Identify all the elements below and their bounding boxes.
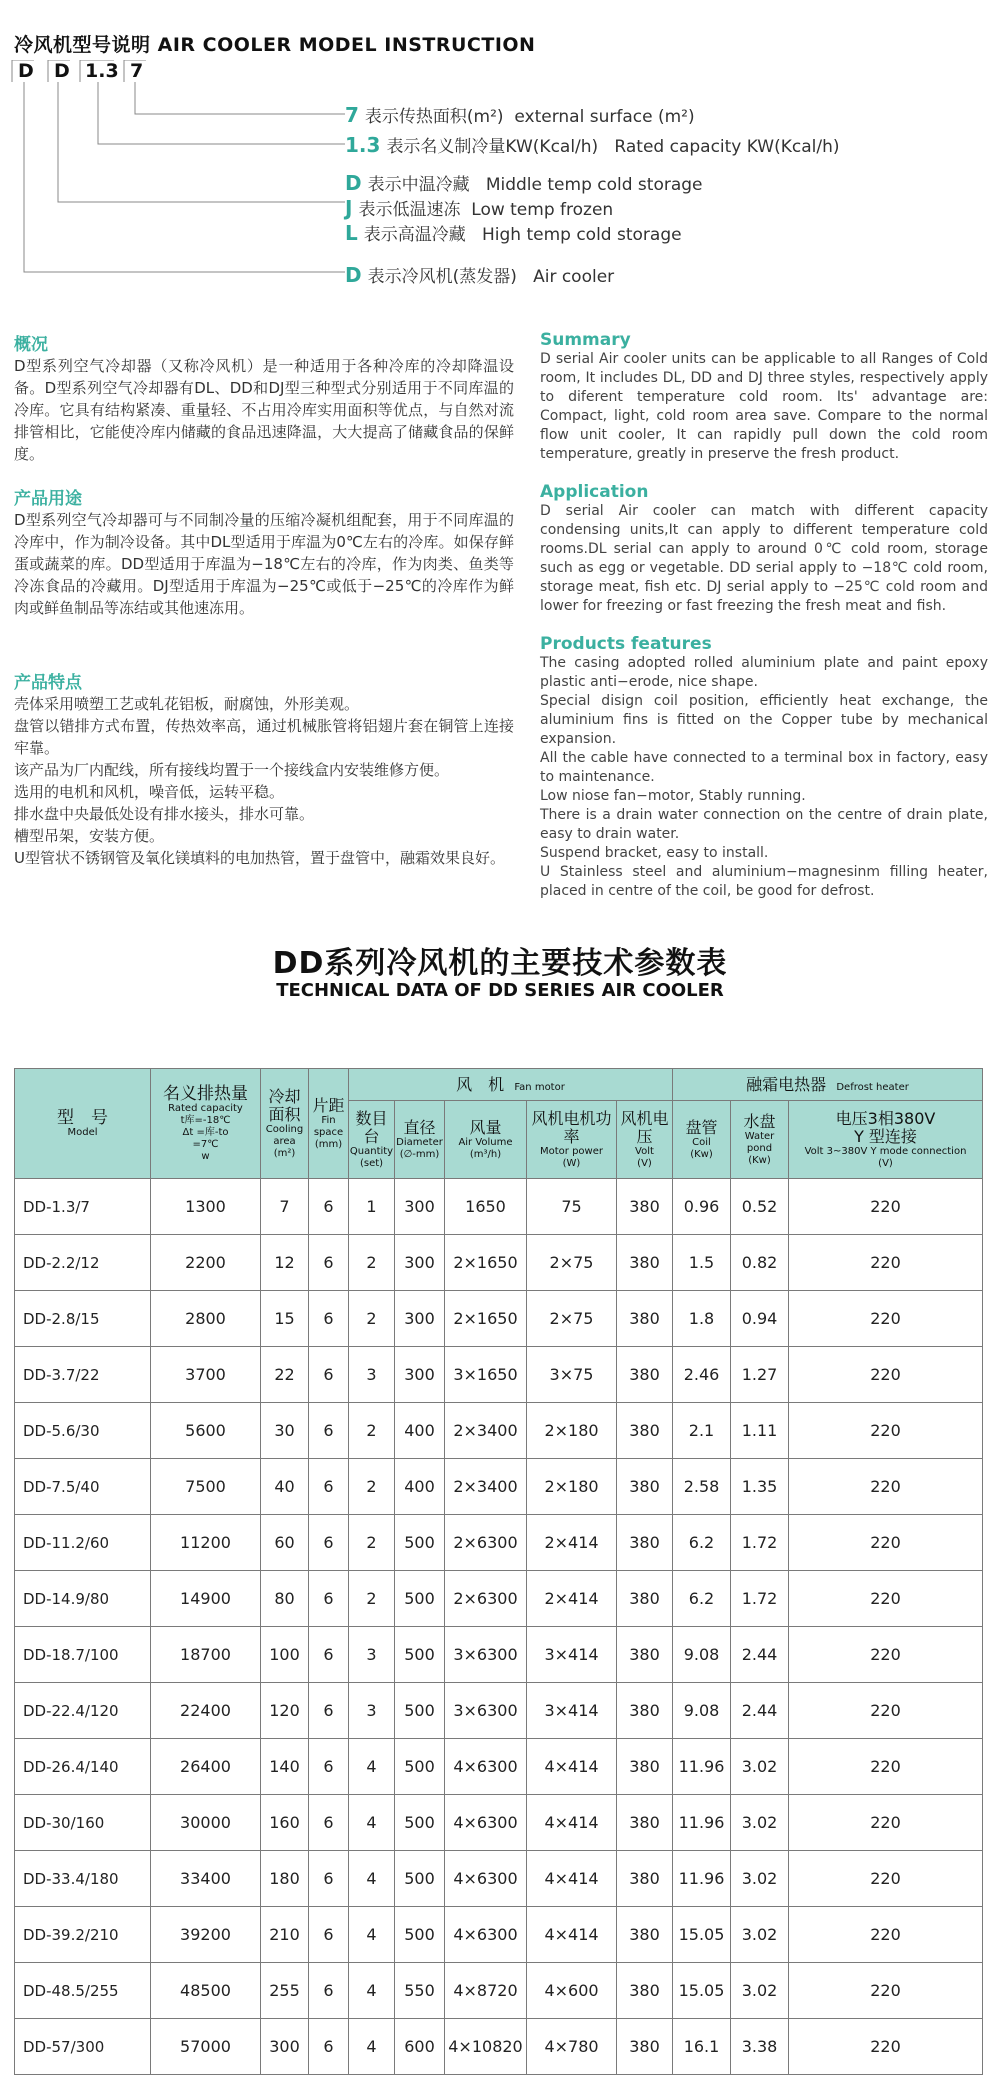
cell-fin-space: 6	[309, 1459, 349, 1515]
table-row	[15, 1907, 983, 1963]
cell-fan-quantity: 3	[349, 1627, 395, 1683]
cell-fan-volt: 380	[617, 1459, 673, 1515]
cell-fan-volt: 380	[617, 1515, 673, 1571]
cell-fan-diameter: 600	[395, 2019, 445, 2075]
cell-air-volume: 4×8720	[445, 1963, 527, 2019]
table-row	[15, 1515, 983, 1571]
cell-water-pond: 1.35	[731, 1459, 789, 1515]
cell-fan-volt: 380	[617, 1571, 673, 1627]
cell-model: DD-26.4/140	[15, 1739, 151, 1795]
cell-fin-space: 6	[309, 1963, 349, 2019]
cell-air-volume: 2×3400	[445, 1403, 527, 1459]
col-group-defrost-heater: 融霜电热器 Defrost heater	[673, 1069, 983, 1101]
cell-fin-space: 6	[309, 1291, 349, 1347]
cell-cooling-area: 7	[261, 1179, 309, 1235]
cell-cooling-area: 15	[261, 1291, 309, 1347]
cell-fan-diameter: 550	[395, 1963, 445, 2019]
cell-fan-volt: 380	[617, 1795, 673, 1851]
cell-fan-quantity: 4	[349, 2019, 395, 2075]
cell-motor-power: 2×180	[527, 1459, 617, 1515]
cell-air-volume: 3×1650	[445, 1347, 527, 1403]
cell-cooling-area: 120	[261, 1683, 309, 1739]
col-fin-space: 片距 Fin space (mm)	[309, 1069, 349, 1179]
cell-water-pond: 1.72	[731, 1571, 789, 1627]
cell-capacity: 14900	[151, 1571, 261, 1627]
features-cn-line: 该产品为厂内配线，所有接线均置于一个接线盒内安装维修方便。	[14, 761, 450, 779]
cell-defrost-volt: 220	[789, 1683, 983, 1739]
cell-cooling-area: 100	[261, 1627, 309, 1683]
cell-motor-power: 75	[527, 1179, 617, 1235]
cell-fan-diameter: 500	[395, 1795, 445, 1851]
cell-cooling-area: 40	[261, 1459, 309, 1515]
cell-fin-space: 6	[309, 1179, 349, 1235]
cell-capacity: 11200	[151, 1515, 261, 1571]
table-row	[15, 1627, 983, 1683]
cell-fin-space: 6	[309, 1907, 349, 1963]
cell-fan-volt: 380	[617, 1739, 673, 1795]
table-row	[15, 1291, 983, 1347]
cell-motor-power: 2×414	[527, 1515, 617, 1571]
cell-model: DD-33.4/180	[15, 1851, 151, 1907]
cell-fan-volt: 380	[617, 1627, 673, 1683]
cell-coil: 0.96	[673, 1179, 731, 1235]
cell-fan-diameter: 300	[395, 1179, 445, 1235]
cell-model: DD-2.2/12	[15, 1235, 151, 1291]
cell-coil: 6.2	[673, 1515, 731, 1571]
cell-capacity: 33400	[151, 1851, 261, 1907]
table-row	[15, 1235, 983, 1291]
spec-table-body	[15, 1179, 983, 2075]
cell-fan-volt: 380	[617, 1403, 673, 1459]
cell-air-volume: 4×6300	[445, 1795, 527, 1851]
col-group-fan-motor: 风 机 Fan motor	[349, 1069, 673, 1101]
cell-motor-power: 2×180	[527, 1403, 617, 1459]
cell-air-volume: 2×1650	[445, 1291, 527, 1347]
cell-fin-space: 6	[309, 1571, 349, 1627]
cell-fan-quantity: 2	[349, 1235, 395, 1291]
cell-capacity: 5600	[151, 1403, 261, 1459]
table-row	[15, 1795, 983, 1851]
col-model: 型 号 Model	[15, 1069, 151, 1179]
cell-capacity: 57000	[151, 2019, 261, 2075]
cell-coil: 9.08	[673, 1627, 731, 1683]
cell-air-volume: 2×6300	[445, 1571, 527, 1627]
model-code-connector-lines	[0, 60, 350, 290]
cell-fan-quantity: 4	[349, 1851, 395, 1907]
cell-fin-space: 6	[309, 1347, 349, 1403]
cell-fan-quantity: 2	[349, 1403, 395, 1459]
cell-coil: 15.05	[673, 1963, 731, 2019]
model-code-part-2: D	[54, 60, 70, 82]
cell-cooling-area: 255	[261, 1963, 309, 2019]
features-cn-line: 选用的电机和风机，噪音低，运转平稳。	[14, 783, 285, 801]
cell-air-volume: 4×6300	[445, 1907, 527, 1963]
cell-coil: 11.96	[673, 1851, 731, 1907]
cell-fan-volt: 380	[617, 1851, 673, 1907]
cell-model: DD-18.7/100	[15, 1627, 151, 1683]
summary-cn-body: D型系列空气冷却器（又称冷风机）是一种适用于各种冷库的冷却降温设备。D型系列空气冷却器有DL、DD和DJ型三种型式分别适用于不同库温的冷库。它具有结构紧凑、重量轻、不占用冷库实用面积等优点，与自然对流排管相比，它能使冷库内储藏的食品迅速降温，大大提高了储藏食品的保鲜度。	[14, 357, 514, 463]
cell-cooling-area: 30	[261, 1403, 309, 1459]
table-title-cn: DD系列冷风机的主要技术参数表	[272, 946, 728, 981]
features-en-section	[540, 634, 988, 901]
cell-motor-power: 4×414	[527, 1739, 617, 1795]
cell-air-volume: 1650	[445, 1179, 527, 1235]
cell-motor-power: 3×414	[527, 1683, 617, 1739]
cell-fan-diameter: 500	[395, 1683, 445, 1739]
cell-water-pond: 3.02	[731, 1851, 789, 1907]
cell-water-pond: 1.72	[731, 1515, 789, 1571]
cell-fan-diameter: 300	[395, 1291, 445, 1347]
cell-fan-quantity: 1	[349, 1179, 395, 1235]
cell-water-pond: 0.52	[731, 1179, 789, 1235]
cell-water-pond: 0.94	[731, 1291, 789, 1347]
application-en-section	[540, 482, 988, 616]
legend-item-high-temp: L 表示高温冷藏 High temp cold storage	[345, 221, 682, 245]
col-defrost-volt: 电压3相380V Y 型连接 Volt 3~380V Y mode connection (V)	[789, 1101, 983, 1179]
cell-water-pond: 3.02	[731, 1963, 789, 2019]
cell-water-pond: 1.11	[731, 1403, 789, 1459]
cell-motor-power: 4×414	[527, 1907, 617, 1963]
cell-coil: 1.8	[673, 1291, 731, 1347]
features-cn-line: 盘管以错排方式布置，传热效率高，通过机械胀管将铝翅片套在铜管上连接牢靠。	[14, 717, 514, 757]
cell-air-volume: 3×6300	[445, 1683, 527, 1739]
col-water-pond: 水盘 Water pond (Kw)	[731, 1101, 789, 1179]
cell-fan-quantity: 4	[349, 1739, 395, 1795]
cell-fan-quantity: 4	[349, 1963, 395, 2019]
model-code-part-3: 1.3	[85, 60, 119, 82]
cell-model: DD-5.6/30	[15, 1403, 151, 1459]
col-air-volume: 风量 Air Volume (m³/h)	[445, 1101, 527, 1179]
col-coil: 盘管 Coil (Kw)	[673, 1101, 731, 1179]
table-row	[15, 1683, 983, 1739]
features-cn-line: 排水盘中央最低处设有排水接头，排水可靠。	[14, 805, 315, 823]
cell-defrost-volt: 220	[789, 1515, 983, 1571]
cell-cooling-area: 140	[261, 1739, 309, 1795]
cell-motor-power: 2×75	[527, 1291, 617, 1347]
cell-capacity: 26400	[151, 1739, 261, 1795]
cell-model: DD-30/160	[15, 1795, 151, 1851]
cell-capacity: 22400	[151, 1683, 261, 1739]
cell-fan-diameter: 400	[395, 1403, 445, 1459]
cell-fin-space: 6	[309, 1235, 349, 1291]
cell-capacity: 48500	[151, 1963, 261, 2019]
legend-item-air-cooler: D 表示冷风机(蒸发器) Air cooler	[345, 263, 615, 287]
table-row	[15, 1571, 983, 1627]
cell-model: DD-39.2/210	[15, 1907, 151, 1963]
table-row	[15, 2019, 983, 2075]
cell-defrost-volt: 220	[789, 1403, 983, 1459]
cell-fin-space: 6	[309, 1403, 349, 1459]
cell-model: DD-7.5/40	[15, 1459, 151, 1515]
cell-defrost-volt: 220	[789, 1851, 983, 1907]
summary-en-section	[540, 330, 988, 464]
application-cn-section	[14, 484, 514, 619]
col-motor-power: 风机电机功率 Motor power (W)	[527, 1101, 617, 1179]
cell-fan-quantity: 2	[349, 1459, 395, 1515]
cell-fin-space: 6	[309, 1795, 349, 1851]
cell-capacity: 1300	[151, 1179, 261, 1235]
cell-fin-space: 6	[309, 1739, 349, 1795]
cell-fin-space: 6	[309, 2019, 349, 2075]
cell-coil: 16.1	[673, 2019, 731, 2075]
cell-capacity: 18700	[151, 1627, 261, 1683]
cell-defrost-volt: 220	[789, 1739, 983, 1795]
cell-fan-diameter: 400	[395, 1459, 445, 1515]
cell-motor-power: 3×414	[527, 1627, 617, 1683]
table-row	[15, 1347, 983, 1403]
cell-water-pond: 2.44	[731, 1627, 789, 1683]
features-en-line: Low niose fan−motor, Stably running.	[540, 788, 806, 804]
summary-en-body: D serial Air cooler units can be applicable to all Ranges of Cold room, It includes DL, DD and DJ three styles, respectively apply to diferent temperature cold room. Its' advantage are: Compact, light, cold room area save. Compare to the normal flow unit cooler, It can rapidly pull down the cold room temperature, greatly in preserve the fresh product.	[540, 351, 988, 462]
cell-model: DD-1.3/7	[15, 1179, 151, 1235]
cell-model: DD-57/300	[15, 2019, 151, 2075]
features-en-line: U Stainless steel and aluminium−magnesinm filling heater, placed in centre of the coil, be good for defrost.	[540, 864, 988, 899]
cell-capacity: 2200	[151, 1235, 261, 1291]
cell-model: DD-48.5/255	[15, 1963, 151, 2019]
cell-fin-space: 6	[309, 1683, 349, 1739]
cell-fin-space: 6	[309, 1851, 349, 1907]
cell-defrost-volt: 220	[789, 1459, 983, 1515]
features-en-line: Special disign coil position, efficiently heat exchange, the aluminium fins is fitted on the Copper tube by mechanical expansion.	[540, 693, 988, 747]
cell-model: DD-22.4/120	[15, 1683, 151, 1739]
features-en-line: All the cable have connected to a terminal box in factory, easy to maintenance.	[540, 750, 988, 785]
cell-defrost-volt: 220	[789, 1235, 983, 1291]
cell-water-pond: 2.44	[731, 1683, 789, 1739]
table-row	[15, 1403, 983, 1459]
features-en-line: Suspend bracket, easy to install.	[540, 845, 769, 861]
cell-capacity: 2800	[151, 1291, 261, 1347]
cell-cooling-area: 60	[261, 1515, 309, 1571]
cell-coil: 2.1	[673, 1403, 731, 1459]
cell-model: DD-3.7/22	[15, 1347, 151, 1403]
cell-air-volume: 2×1650	[445, 1235, 527, 1291]
cell-defrost-volt: 220	[789, 2019, 983, 2075]
cell-fan-quantity: 4	[349, 1907, 395, 1963]
cell-fan-volt: 380	[617, 1963, 673, 2019]
col-capacity: 名义排热量 Rated capacity t库=-18℃ Δt =库-to =7℃ w	[151, 1069, 261, 1179]
cell-fan-volt: 380	[617, 1291, 673, 1347]
cell-defrost-volt: 220	[789, 1291, 983, 1347]
col-cooling-area: 冷却面积 Cooling area (m²)	[261, 1069, 309, 1179]
table-row	[15, 1179, 983, 1235]
cell-fan-volt: 380	[617, 1235, 673, 1291]
cell-fan-volt: 380	[617, 1907, 673, 1963]
cell-defrost-volt: 220	[789, 1571, 983, 1627]
cell-fan-volt: 380	[617, 1347, 673, 1403]
cell-motor-power: 3×75	[527, 1347, 617, 1403]
cell-coil: 11.96	[673, 1739, 731, 1795]
cell-motor-power: 4×414	[527, 1795, 617, 1851]
cell-cooling-area: 210	[261, 1907, 309, 1963]
cell-cooling-area: 180	[261, 1851, 309, 1907]
cell-capacity: 7500	[151, 1459, 261, 1515]
cell-air-volume: 4×6300	[445, 1851, 527, 1907]
features-cn-line: 槽型吊架，安装方便。	[14, 827, 165, 845]
spec-table	[14, 1068, 983, 2075]
table-row	[15, 1963, 983, 2019]
features-cn-title: 产品特点	[14, 673, 82, 693]
cell-fan-diameter: 500	[395, 1907, 445, 1963]
cell-defrost-volt: 220	[789, 1795, 983, 1851]
cell-fan-volt: 380	[617, 2019, 673, 2075]
application-cn-title: 产品用途	[14, 489, 82, 509]
cell-water-pond: 3.02	[731, 1739, 789, 1795]
cell-motor-power: 4×600	[527, 1963, 617, 2019]
cell-water-pond: 3.02	[731, 1907, 789, 1963]
col-fan-diameter: 直径 Diameter (∅-mm)	[395, 1101, 445, 1179]
cell-coil: 9.08	[673, 1683, 731, 1739]
cell-motor-power: 2×414	[527, 1571, 617, 1627]
page-header-title: 冷风机型号说明 AIR COOLER MODEL INSTRUCTION	[14, 34, 536, 56]
cell-water-pond: 1.27	[731, 1347, 789, 1403]
table-row	[15, 1851, 983, 1907]
cell-cooling-area: 80	[261, 1571, 309, 1627]
cell-capacity: 39200	[151, 1907, 261, 1963]
col-fan-volt: 风机电压 Volt (V)	[617, 1101, 673, 1179]
cell-air-volume: 4×10820	[445, 2019, 527, 2075]
cell-cooling-area: 12	[261, 1235, 309, 1291]
model-code-part-4: 7	[130, 60, 144, 82]
cell-fan-volt: 380	[617, 1683, 673, 1739]
application-en-body: D serial Air cooler can match with different capacity condensing units,It can apply to different temperature cold rooms.DL serial can apply to around 0℃ cold room, storage such as egg or vegetable. DD serial apply to −18℃ cold room, storage meat, fish etc. DJ serial apply to −25℃ cold room and lower for freezing or fast freezing the fresh meat and fish.	[540, 503, 988, 614]
cell-water-pond: 0.82	[731, 1235, 789, 1291]
cell-capacity: 3700	[151, 1347, 261, 1403]
cell-motor-power: 4×414	[527, 1851, 617, 1907]
application-en-title: Application	[540, 482, 649, 502]
features-cn-line: U型管状不锈钢管及氧化镁填料的电加热管，置于盘管中，融霜效果良好。	[14, 849, 505, 867]
legend-item-low-temp: J 表示低温速冻 Low temp frozen	[345, 196, 614, 220]
cell-fan-quantity: 2	[349, 1571, 395, 1627]
cell-water-pond: 3.02	[731, 1795, 789, 1851]
features-cn-section	[14, 668, 514, 869]
cell-fan-diameter: 500	[395, 1851, 445, 1907]
table-title-en: TECHNICAL DATA OF DD SERIES AIR COOLER	[276, 980, 724, 1001]
features-en-title: Products features	[540, 634, 712, 654]
cell-defrost-volt: 220	[789, 1907, 983, 1963]
cell-fan-diameter: 500	[395, 1627, 445, 1683]
table-row	[15, 1459, 983, 1515]
application-cn-body: D型系列空气冷却器可与不同制冷量的压缩冷凝机组配套，用于不同库温的冷库中，作为制冷设备。其中DL型适用于库温为0℃左右的冷库。如保存鲜蛋或蔬菜的库。DD型适用于库温为−18℃左右的冷库，作为肉类、鱼类等冷冻食品的冷藏用。DJ型适用于库温为−25℃或低于−25℃的冷库作为鲜肉或鲜鱼制品等冻结或其他速冻用。	[14, 511, 514, 617]
cell-capacity: 30000	[151, 1795, 261, 1851]
cell-coil: 11.96	[673, 1795, 731, 1851]
cell-fin-space: 6	[309, 1627, 349, 1683]
cell-fan-quantity: 3	[349, 1683, 395, 1739]
table-row	[15, 1739, 983, 1795]
cell-model: DD-14.9/80	[15, 1571, 151, 1627]
cell-fan-diameter: 500	[395, 1515, 445, 1571]
cell-coil: 2.46	[673, 1347, 731, 1403]
cell-coil: 1.5	[673, 1235, 731, 1291]
legend-item-middle-temp: D 表示中温冷藏 Middle temp cold storage	[345, 171, 703, 195]
cell-fan-quantity: 2	[349, 1515, 395, 1571]
legend-item-capacity: 1.3 表示名义制冷量KW(Kcal/h) Rated capacity KW(Kcal/h)	[345, 133, 840, 157]
cell-fan-diameter: 500	[395, 1571, 445, 1627]
cell-fan-diameter: 300	[395, 1347, 445, 1403]
cell-defrost-volt: 220	[789, 1963, 983, 2019]
cell-air-volume: 2×6300	[445, 1515, 527, 1571]
model-code-part-1: D	[18, 60, 34, 82]
summary-en-title: Summary	[540, 330, 631, 350]
features-en-line: There is a drain water connection on the centre of drain plate, easy to drain water.	[540, 807, 988, 842]
features-en-line: The casing adopted rolled aluminium plate and paint epoxy plastic anti−erode, nice shape.	[540, 655, 988, 690]
col-fan-quantity: 数目台 Quantity (set)	[349, 1101, 395, 1179]
cell-model: DD-2.8/15	[15, 1291, 151, 1347]
cell-cooling-area: 300	[261, 2019, 309, 2075]
cell-defrost-volt: 220	[789, 1627, 983, 1683]
cell-fan-volt: 380	[617, 1179, 673, 1235]
cell-motor-power: 2×75	[527, 1235, 617, 1291]
cell-air-volume: 4×6300	[445, 1739, 527, 1795]
cell-water-pond: 3.38	[731, 2019, 789, 2075]
cell-air-volume: 2×3400	[445, 1459, 527, 1515]
cell-fin-space: 6	[309, 1515, 349, 1571]
cell-coil: 2.58	[673, 1459, 731, 1515]
cell-cooling-area: 22	[261, 1347, 309, 1403]
cell-fan-diameter: 300	[395, 1235, 445, 1291]
features-cn-line: 壳体采用喷塑工艺或轧花铝板，耐腐蚀，外形美观。	[14, 695, 360, 713]
cell-model: DD-11.2/60	[15, 1515, 151, 1571]
cell-cooling-area: 160	[261, 1795, 309, 1851]
cell-fan-quantity: 4	[349, 1795, 395, 1851]
cell-motor-power: 4×780	[527, 2019, 617, 2075]
legend-item-surface: 7 表示传热面积(m²) external surface (m²)	[345, 103, 695, 127]
cell-defrost-volt: 220	[789, 1179, 983, 1235]
cell-air-volume: 3×6300	[445, 1627, 527, 1683]
cell-coil: 15.05	[673, 1907, 731, 1963]
cell-fan-quantity: 3	[349, 1347, 395, 1403]
summary-cn-section	[14, 330, 514, 465]
summary-cn-title: 概况	[14, 335, 48, 355]
cell-defrost-volt: 220	[789, 1347, 983, 1403]
cell-fan-quantity: 2	[349, 1291, 395, 1347]
cell-coil: 6.2	[673, 1571, 731, 1627]
cell-fan-diameter: 500	[395, 1739, 445, 1795]
